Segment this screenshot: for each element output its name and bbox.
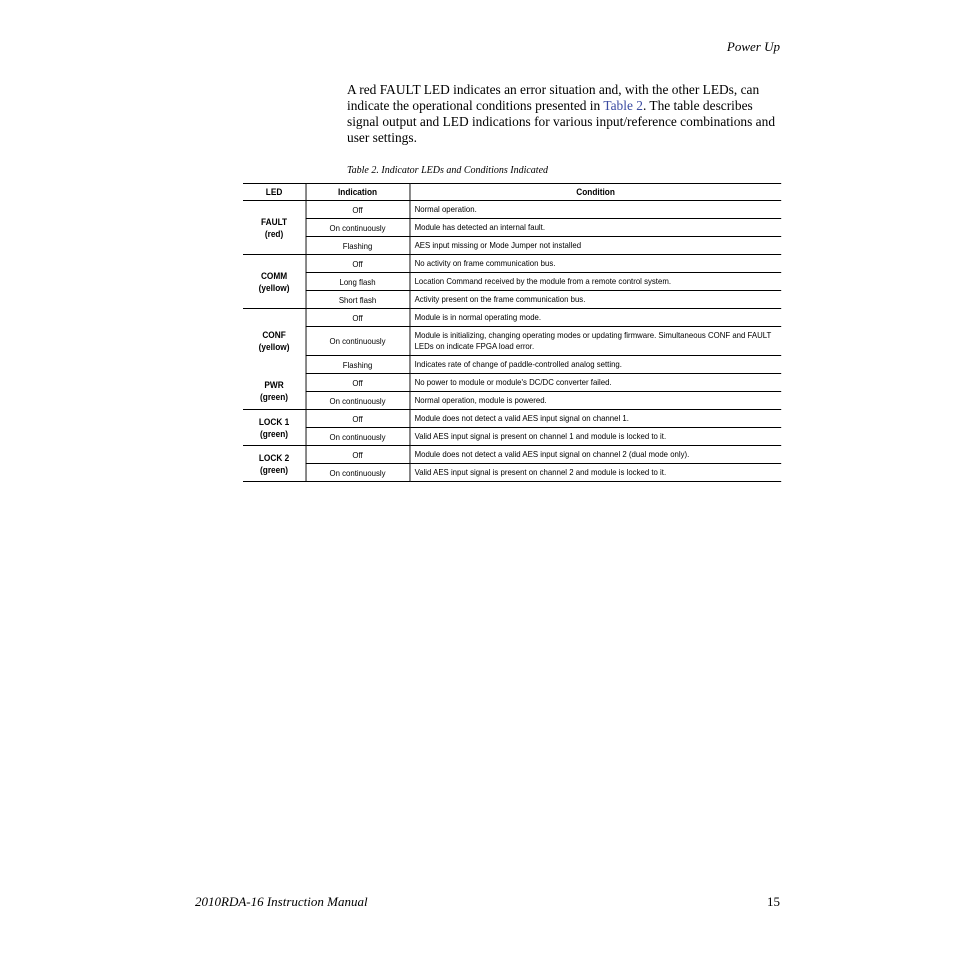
led-color: (green) bbox=[260, 464, 289, 475]
led-name: LOCK 1 bbox=[258, 416, 290, 427]
led-name: CONF bbox=[262, 330, 286, 341]
condition-cell: No activity on frame communication bus. bbox=[410, 255, 782, 273]
table-row bbox=[243, 392, 781, 410]
indication-cell: On continuously bbox=[306, 219, 410, 237]
header-led: LED bbox=[243, 184, 306, 201]
indication-cell: Flashing bbox=[306, 237, 410, 255]
running-header: Power Up bbox=[726, 39, 780, 54]
indication-cell: Off bbox=[306, 446, 410, 464]
indication-cell: Flashing bbox=[306, 356, 410, 374]
intro-text-2: . The table describes signal output and LED indications for various input/reference combinations and user settings. bbox=[347, 98, 776, 145]
table-row bbox=[243, 428, 781, 446]
led-cell-pwr bbox=[243, 374, 306, 410]
condition-cell: Module is in normal operating mode. bbox=[410, 309, 782, 327]
led-color: (yellow) bbox=[258, 282, 290, 293]
condition-cell: Module has detected an internal fault. bbox=[410, 219, 782, 237]
led-conditions-table bbox=[243, 183, 781, 482]
table-row bbox=[243, 356, 781, 374]
condition-cell: No power to module or module's DC/DC converter failed. bbox=[410, 374, 782, 392]
table-row bbox=[243, 327, 781, 356]
indication-cell: On continuously bbox=[306, 464, 410, 482]
led-name: PWR bbox=[264, 380, 284, 391]
intro-paragraph bbox=[347, 82, 787, 146]
led-name: LOCK 2 bbox=[258, 452, 290, 463]
intro-text-1: A red FAULT LED indicates an error situation and, with the other LEDs, can indicate the operational conditions presented in bbox=[347, 82, 760, 113]
condition-cell: Module does not detect a valid AES input signal on channel 2 (dual mode only). bbox=[410, 446, 782, 464]
header-condition: Condition bbox=[410, 184, 782, 201]
condition-cell: Normal operation, module is powered. bbox=[410, 392, 782, 410]
condition-cell: Module does not detect a valid AES input signal on channel 1. bbox=[410, 410, 782, 428]
table-row bbox=[243, 374, 781, 392]
indication-cell: Long flash bbox=[306, 273, 410, 291]
table-row bbox=[243, 464, 781, 482]
indication-cell: Short flash bbox=[306, 291, 410, 309]
table-row bbox=[243, 219, 781, 237]
table-row bbox=[243, 309, 781, 327]
condition-cell: Indicates rate of change of paddle-controlled analog setting. bbox=[410, 356, 782, 374]
table-caption: Table 2. Indicator LEDs and Conditions Indicated bbox=[347, 165, 549, 176]
table-header-row bbox=[243, 184, 781, 201]
led-color: (green) bbox=[260, 392, 289, 403]
condition-cell: Activity present on the frame communication bus. bbox=[410, 291, 782, 309]
footer-manual-title: 2010RDA-16 Instruction Manual bbox=[195, 894, 368, 909]
indication-cell: Off bbox=[306, 201, 410, 219]
table-row bbox=[243, 273, 781, 291]
led-cell-fault bbox=[243, 201, 306, 255]
table-row bbox=[243, 237, 781, 255]
condition-cell: Module is initializing, changing operating modes or updating firmware. Simultaneous CONF and FAULT LEDs on indicate FPGA load error. bbox=[410, 327, 782, 356]
condition-cell: Valid AES input signal is present on channel 1 and module is locked to it. bbox=[410, 428, 782, 446]
led-color: (yellow) bbox=[258, 342, 290, 353]
header-indication: Indication bbox=[306, 184, 410, 201]
condition-cell: AES input missing or Mode Jumper not installed bbox=[410, 237, 782, 255]
led-name: COMM bbox=[260, 270, 288, 281]
indication-cell: On continuously bbox=[306, 327, 410, 356]
indication-cell: Off bbox=[306, 255, 410, 273]
led-cell-lock1 bbox=[243, 410, 306, 446]
page-number: 15 bbox=[767, 894, 780, 909]
table-row bbox=[243, 201, 781, 219]
table-row bbox=[243, 446, 781, 464]
condition-cell: Normal operation. bbox=[410, 201, 782, 219]
table-row bbox=[243, 291, 781, 309]
indication-cell: Off bbox=[306, 410, 410, 428]
indication-cell: Off bbox=[306, 374, 410, 392]
indication-cell: On continuously bbox=[306, 392, 410, 410]
table-row bbox=[243, 410, 781, 428]
table-2-link[interactable]: Table 2 bbox=[603, 98, 643, 113]
table-row bbox=[243, 255, 781, 273]
condition-cell: Valid AES input signal is present on channel 2 and module is locked to it. bbox=[410, 464, 782, 482]
indication-cell: Off bbox=[306, 309, 410, 327]
indication-cell: On continuously bbox=[306, 428, 410, 446]
led-cell-comm bbox=[243, 255, 306, 309]
led-name: FAULT bbox=[261, 216, 288, 227]
led-cell-conf bbox=[243, 309, 306, 374]
condition-cell: Location Command received by the module from a remote control system. bbox=[410, 273, 782, 291]
led-color: (green) bbox=[260, 428, 289, 439]
led-color: (red) bbox=[264, 228, 284, 239]
led-cell-lock2 bbox=[243, 446, 306, 482]
